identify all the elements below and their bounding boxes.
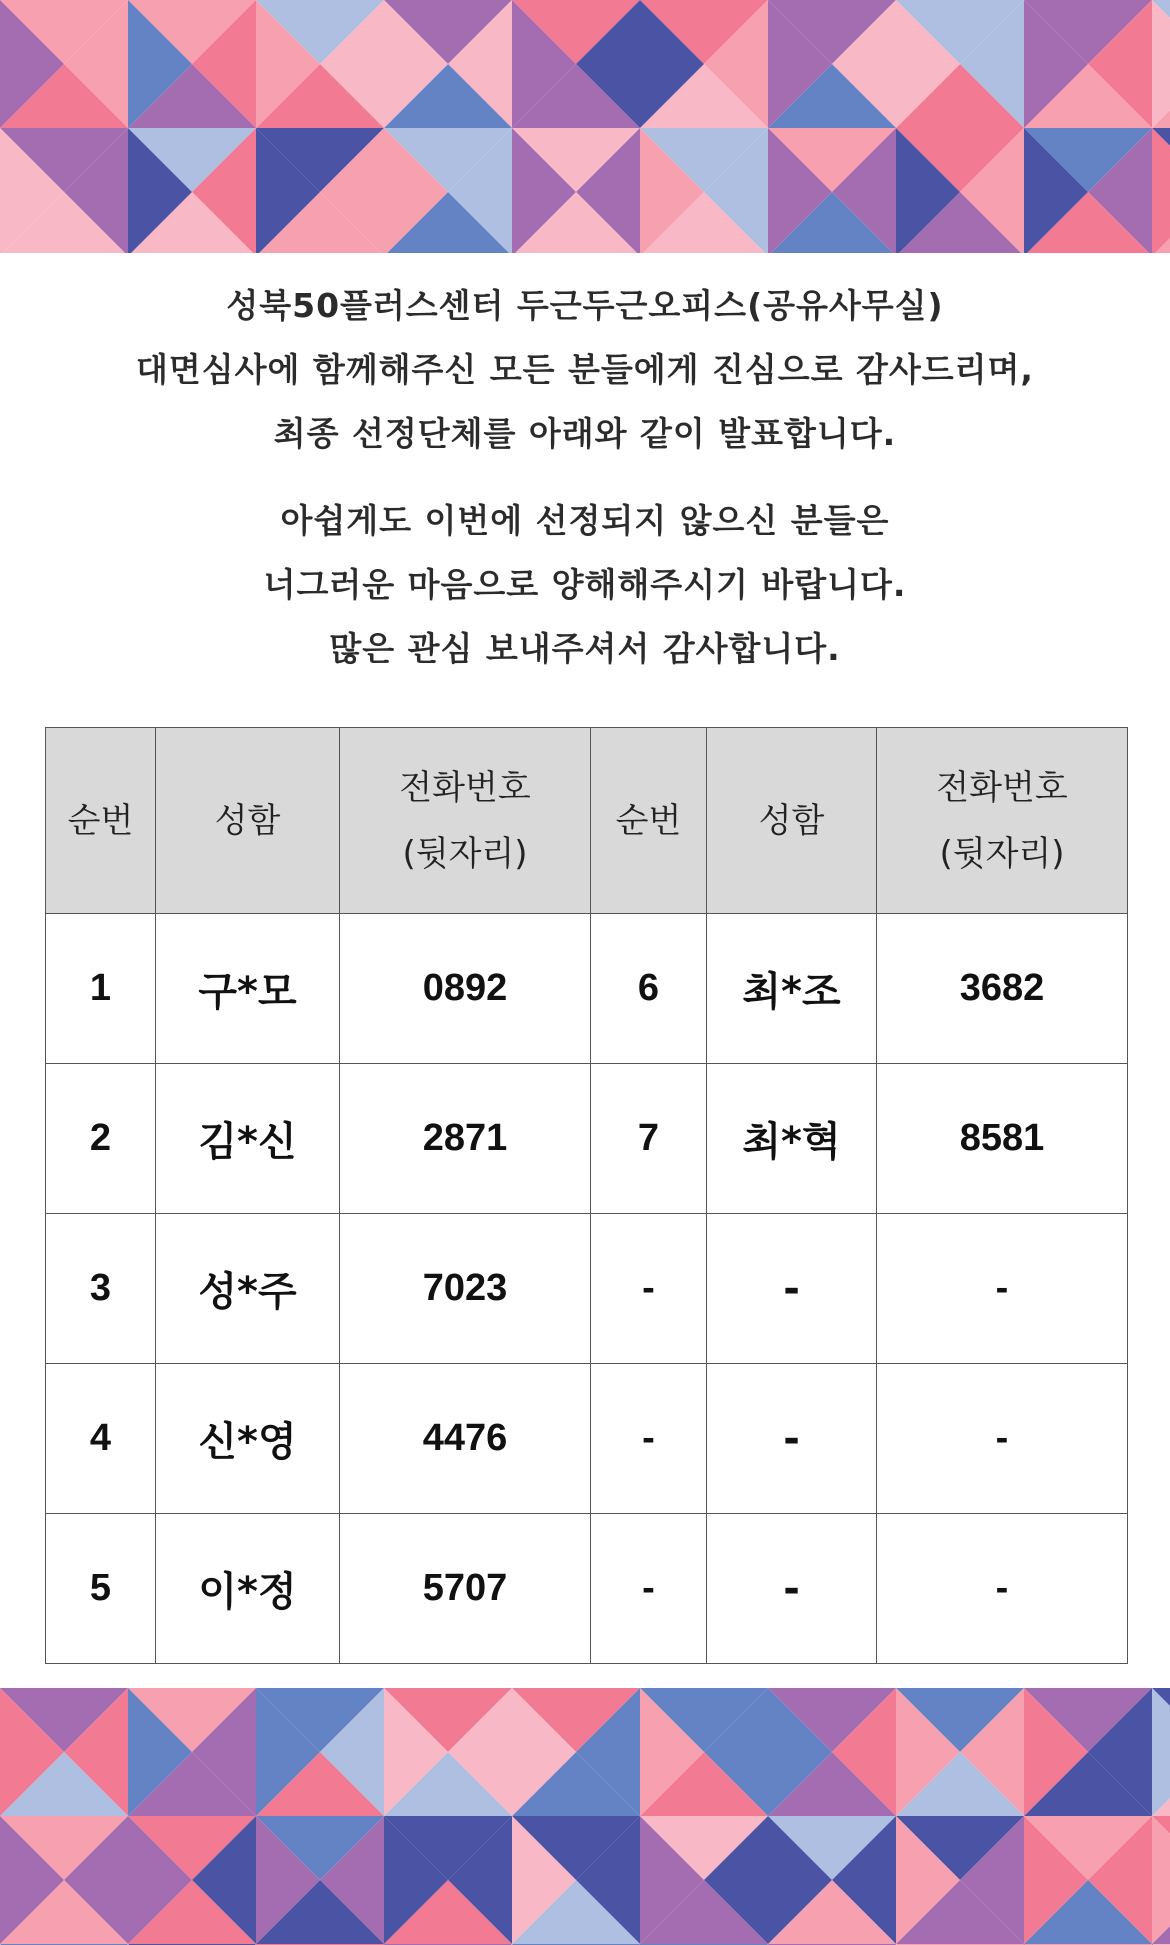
cell-number: 3 xyxy=(46,1214,156,1364)
cell-name: 신*영 xyxy=(156,1364,340,1514)
geometric-pattern xyxy=(0,1688,1170,1945)
cell-number: 2 xyxy=(46,1064,156,1214)
pattern-triangle xyxy=(1152,1816,1170,1944)
intro-line-2: 대면심사에 함께해주신 모든 분들에게 진심으로 감사드리며, xyxy=(136,350,1034,389)
cell-phone: - xyxy=(877,1364,1128,1514)
table-header-row xyxy=(46,728,1128,914)
cell-name: - xyxy=(707,1214,877,1364)
cell-phone: - xyxy=(877,1214,1128,1364)
announcement-closing xyxy=(0,489,1170,681)
selected-list-table xyxy=(45,727,1128,1664)
cell-name: 최*조 xyxy=(707,914,877,1064)
header-phone xyxy=(340,728,591,914)
header-number: 순번 xyxy=(46,728,156,914)
table-row xyxy=(46,1514,1128,1664)
pattern-triangle xyxy=(1152,1688,1170,1816)
header-phone-note: (뒷자리) xyxy=(939,833,1065,874)
table-row xyxy=(46,1214,1128,1364)
cell-phone: 4476 xyxy=(340,1364,591,1514)
table-row xyxy=(46,1064,1128,1214)
cell-number: 4 xyxy=(46,1364,156,1514)
closing-line-2: 너그러운 마음으로 양해해주시기 바랍니다. xyxy=(263,565,907,604)
cell-name: 성*주 xyxy=(156,1214,340,1364)
header-name: 성함 xyxy=(156,728,340,914)
cell-name: 최*혁 xyxy=(707,1064,877,1214)
closing-line-1: 아쉽게도 이번에 선정되지 않으신 분들은 xyxy=(280,501,890,540)
cell-number: - xyxy=(591,1514,707,1664)
cell-name: 이*정 xyxy=(156,1514,340,1664)
closing-line-3: 많은 관심 보내주셔서 감사합니다. xyxy=(329,629,841,668)
header-phone-label: 전화번호 xyxy=(399,767,531,808)
cell-phone: 5707 xyxy=(340,1514,591,1664)
table-row xyxy=(46,1364,1128,1514)
cell-name: 구*모 xyxy=(156,914,340,1064)
cell-number: 5 xyxy=(46,1514,156,1664)
header-name: 성함 xyxy=(707,728,877,914)
table-row xyxy=(46,914,1128,1064)
cell-phone: 7023 xyxy=(340,1214,591,1364)
cell-number: - xyxy=(591,1364,707,1514)
cell-phone: 8581 xyxy=(877,1064,1128,1214)
announcement-intro xyxy=(0,274,1170,466)
header-phone-label: 전화번호 xyxy=(936,767,1068,808)
cell-phone: 2871 xyxy=(340,1064,591,1214)
header-number: 순번 xyxy=(591,728,707,914)
cell-name: - xyxy=(707,1364,877,1514)
cell-name: 김*신 xyxy=(156,1064,340,1214)
cell-number: 6 xyxy=(591,914,707,1064)
top-decorative-banner xyxy=(0,0,1170,253)
cell-number: - xyxy=(591,1214,707,1364)
cell-phone: - xyxy=(877,1514,1128,1664)
header-phone-note: (뒷자리) xyxy=(402,833,528,874)
pattern-triangle xyxy=(1152,128,1170,253)
pattern-triangle xyxy=(1152,0,1170,128)
cell-phone: 0892 xyxy=(340,914,591,1064)
cell-number: 7 xyxy=(591,1064,707,1214)
bottom-decorative-banner xyxy=(0,1688,1170,1945)
header-phone xyxy=(877,728,1128,914)
geometric-pattern xyxy=(0,0,1170,253)
cell-number: 1 xyxy=(46,914,156,1064)
intro-line-3: 최종 선정단체를 아래와 같이 발표합니다. xyxy=(273,414,897,453)
cell-name: - xyxy=(707,1514,877,1664)
cell-phone: 3682 xyxy=(877,914,1128,1064)
intro-line-1: 성북50플러스센터 두근두근오피스(공유사무실) xyxy=(226,286,944,325)
